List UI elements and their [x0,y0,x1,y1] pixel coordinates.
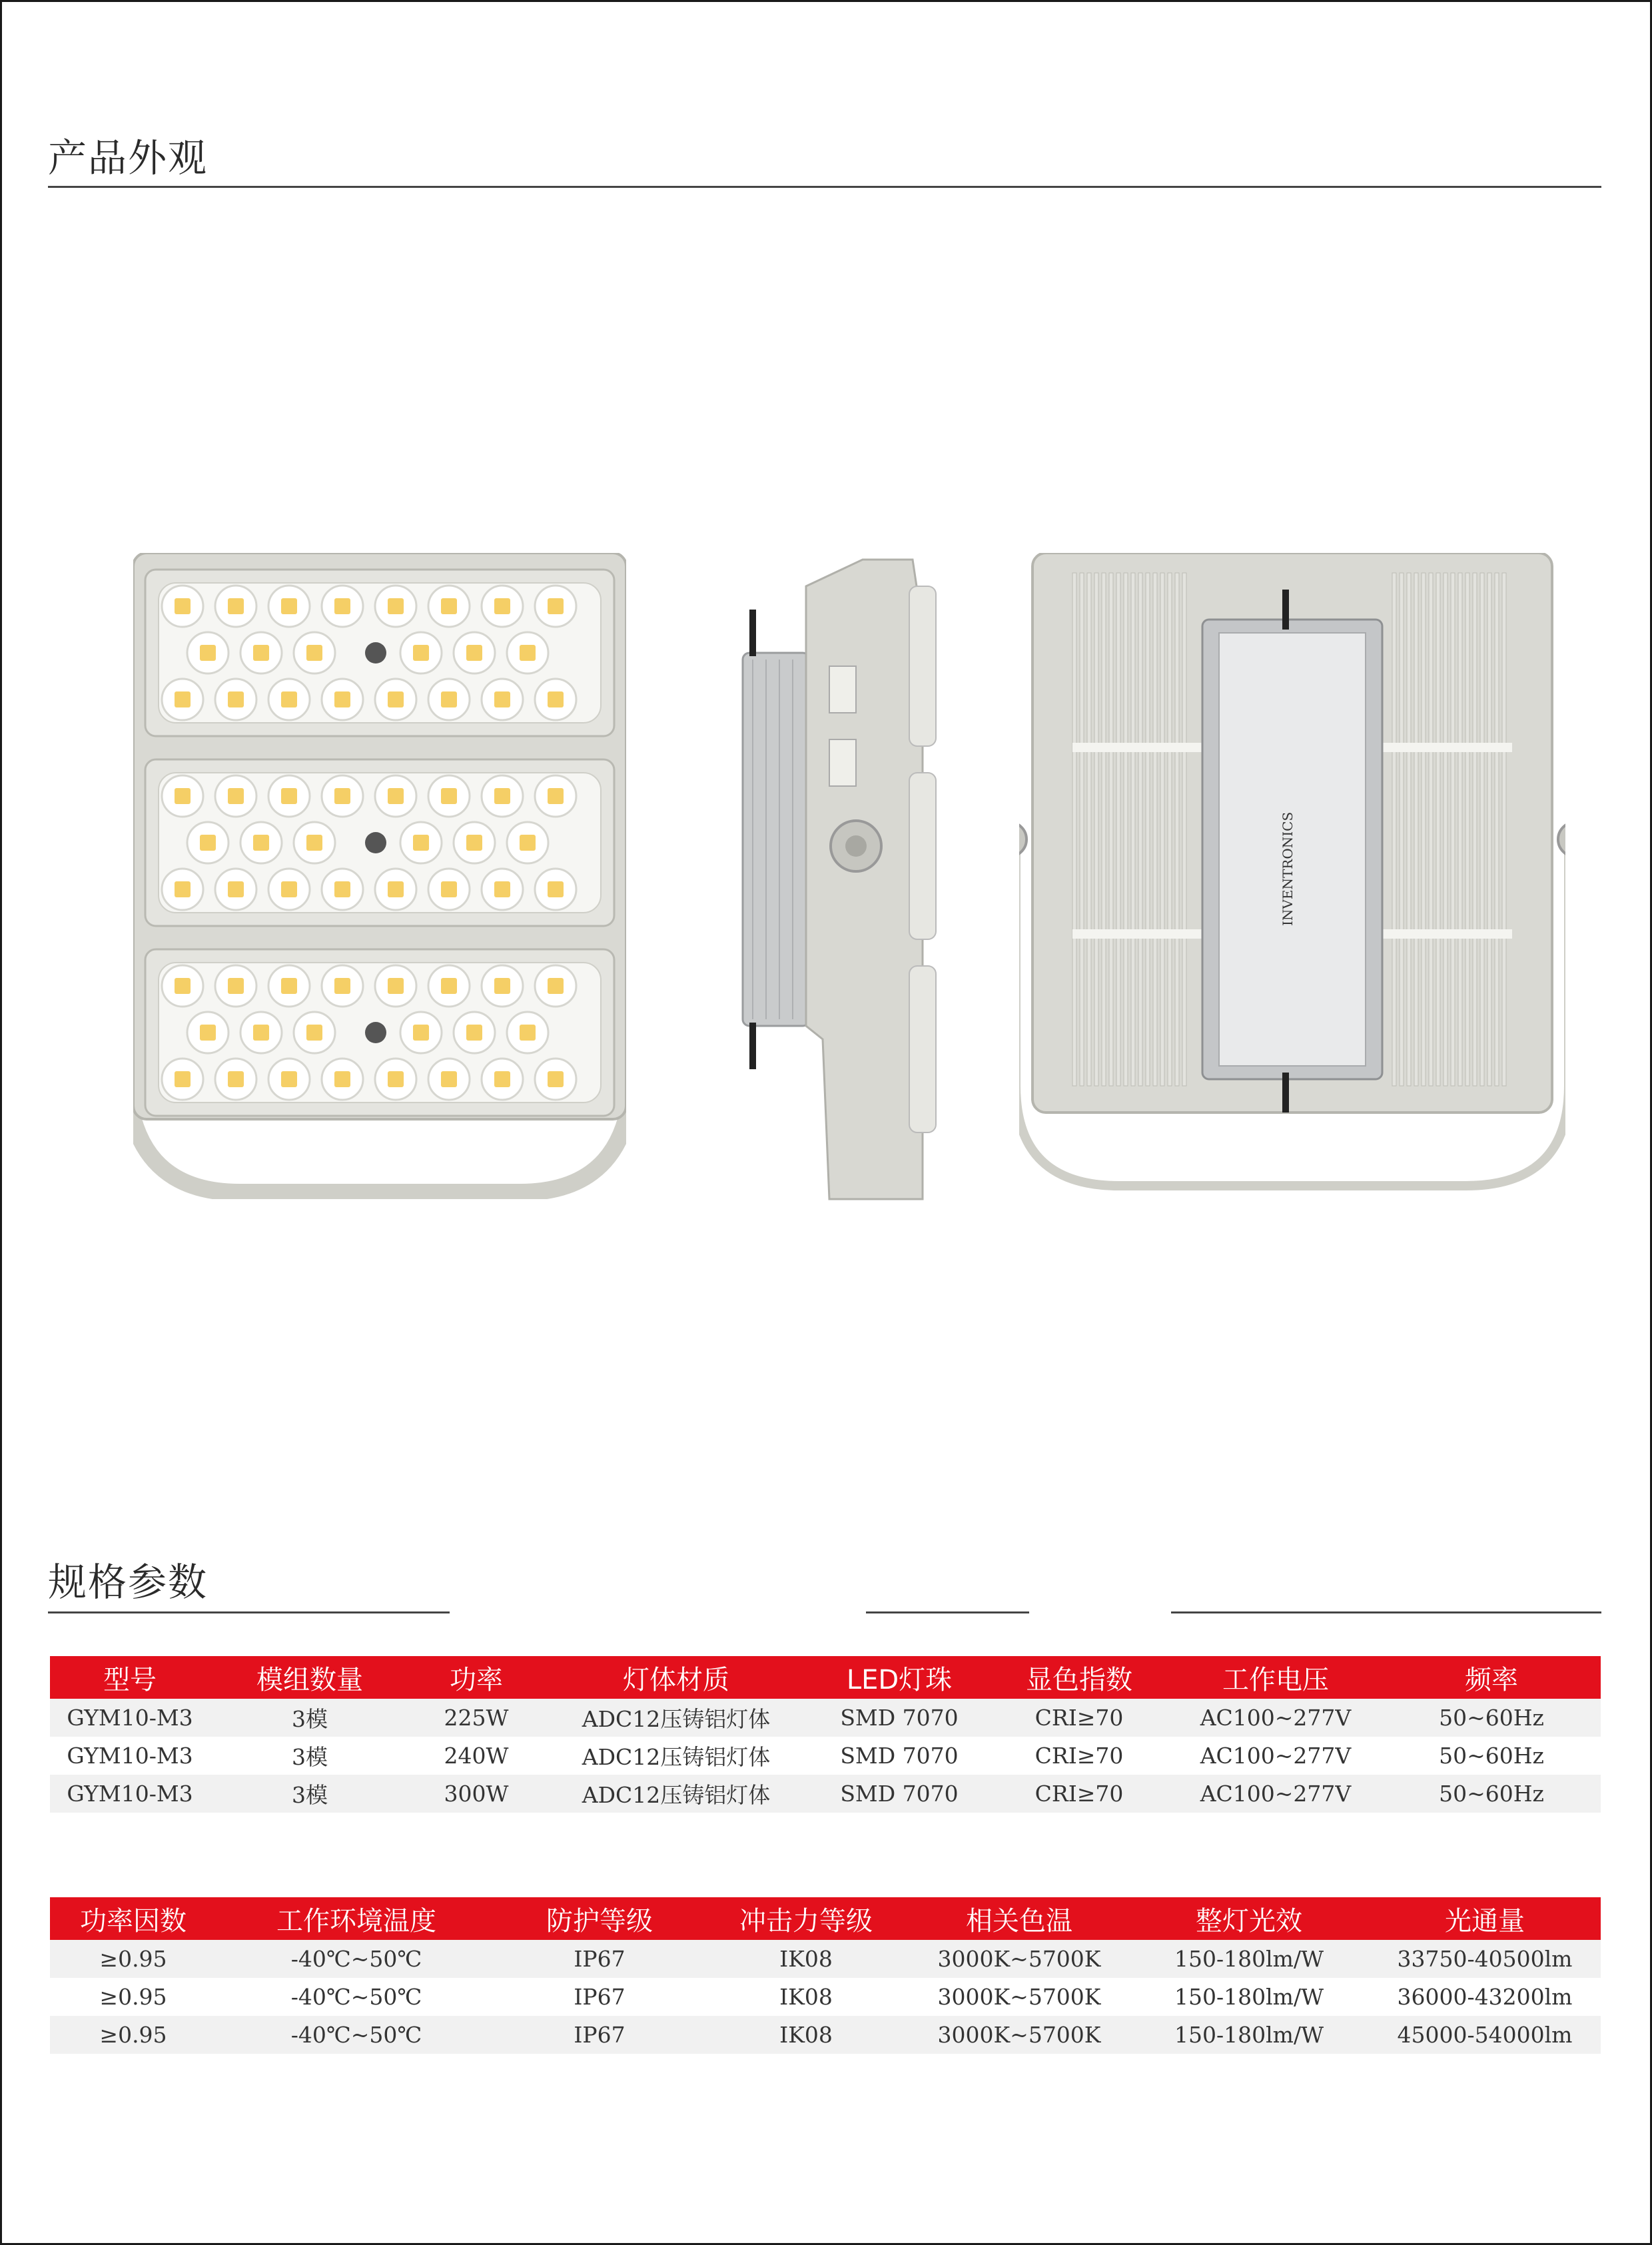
cell-module-count: 3模 [210,1699,410,1737]
cell-power: 240W [410,1737,543,1775]
cell-ik-rating: IK08 [703,1940,909,1978]
header-cri: 显色指数 [989,1656,1169,1699]
spec-table-2-header [50,1897,1601,1940]
cell-efficacy: 150-180lm/W [1129,1978,1369,2016]
table-row [50,1737,1601,1775]
cell-module-count: 3模 [210,1775,410,1813]
table-row [50,1775,1601,1813]
cell-led-chip: SMD 7070 [809,1775,989,1813]
appearance-title: 产品外观 [48,135,208,181]
cell-voltage: AC100~277V [1169,1775,1382,1813]
cell-cri: CRI≥70 [989,1699,1169,1737]
cell-frequency: 50~60Hz [1382,1775,1601,1813]
cell-power-factor: ≥0.95 [50,2016,216,2054]
cell-cri: CRI≥70 [989,1737,1169,1775]
header-power-factor: 功率因数 [50,1897,216,1940]
header-ip-rating: 防护等级 [496,1897,703,1940]
header-model: 型号 [50,1656,210,1699]
cell-luminous-flux: 36000-43200lm [1369,1978,1601,2016]
cell-model: GYM10-M3 [50,1699,210,1737]
cell-power-factor: ≥0.95 [50,1940,216,1978]
cell-power-factor: ≥0.95 [50,1978,216,2016]
lamp-back-view [1019,553,1565,1199]
cell-body-material: ADC12压铸铝灯体 [543,1699,809,1737]
spec-table-1 [50,1656,1601,1813]
cell-power: 300W [410,1775,543,1813]
lamp-front-view [133,553,626,1199]
cell-frequency: 50~60Hz [1382,1737,1601,1775]
cell-ip-rating: IP67 [496,1940,703,1978]
spec-table-1-header [50,1656,1601,1699]
cell-voltage: AC100~277V [1169,1699,1382,1737]
header-led-chip: LED灯珠 [809,1656,989,1699]
cell-cct: 3000K~5700K [909,2016,1129,2054]
cell-frequency: 50~60Hz [1382,1699,1601,1737]
cell-cct: 3000K~5700K [909,1940,1129,1978]
header-luminous-flux: 光通量 [1369,1897,1601,1940]
cell-ambient-temp: -40℃~50℃ [216,2016,496,2054]
table-row [50,1940,1601,1978]
table-row [50,1699,1601,1737]
cell-ik-rating: IK08 [703,2016,909,2054]
cell-voltage: AC100~277V [1169,1737,1382,1775]
header-frequency: 频率 [1382,1656,1601,1699]
header-cct: 相关色温 [909,1897,1129,1940]
cell-module-count: 3模 [210,1737,410,1775]
header-ambient-temp: 工作环境温度 [216,1897,496,1940]
specs-rule-3 [1171,1611,1601,1613]
cell-led-chip: SMD 7070 [809,1699,989,1737]
table-row [50,1978,1601,2016]
cell-ambient-temp: -40℃~50℃ [216,1978,496,2016]
lamp-side-view [729,546,943,1206]
appearance-title-rule [48,186,1601,188]
header-body-material: 灯体材质 [543,1656,809,1699]
cell-body-material: ADC12压铸铝灯体 [543,1737,809,1775]
cell-efficacy: 150-180lm/W [1129,1940,1369,1978]
cell-ik-rating: IK08 [703,1978,909,2016]
header-voltage: 工作电压 [1169,1656,1382,1699]
cell-luminous-flux: 33750-40500lm [1369,1940,1601,1978]
cell-luminous-flux: 45000-54000lm [1369,2016,1601,2054]
table-row [50,2016,1601,2054]
specs-rule-1 [48,1611,450,1613]
header-ik-rating: 冲击力等级 [703,1897,909,1940]
header-module-count: 模组数量 [210,1656,410,1699]
cell-power: 225W [410,1699,543,1737]
cell-model: GYM10-M3 [50,1737,210,1775]
cell-led-chip: SMD 7070 [809,1737,989,1775]
cell-cct: 3000K~5700K [909,1978,1129,2016]
cell-ip-rating: IP67 [496,2016,703,2054]
cell-ip-rating: IP67 [496,1978,703,2016]
cell-body-material: ADC12压铸铝灯体 [543,1775,809,1813]
driver-brand-label: INVENTRONICS [1280,811,1296,926]
cell-model: GYM10-M3 [50,1775,210,1813]
cell-ambient-temp: -40℃~50℃ [216,1940,496,1978]
header-power: 功率 [410,1656,543,1699]
spec-table-2 [50,1897,1601,2054]
specs-rule-2 [866,1611,1029,1613]
cell-efficacy: 150-180lm/W [1129,2016,1369,2054]
header-efficacy: 整灯光效 [1129,1897,1369,1940]
specs-title: 规格参数 [48,1560,208,1605]
cell-cri: CRI≥70 [989,1775,1169,1813]
